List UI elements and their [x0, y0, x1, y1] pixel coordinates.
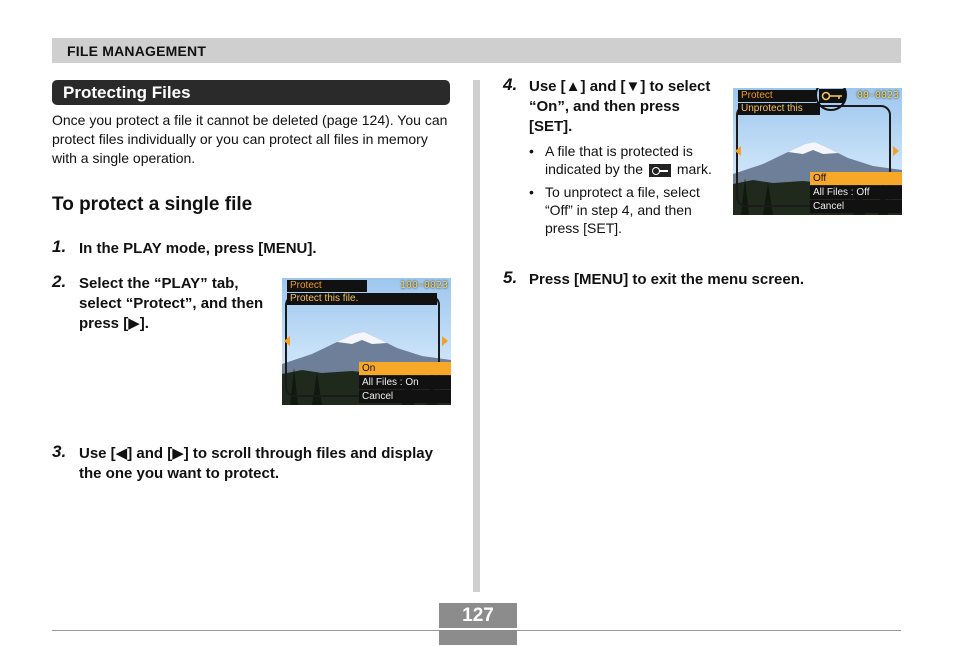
step-3-text: Use [◀] and [▶] to scroll through files and display the one you want to protect. [79, 445, 433, 482]
step-2-text: Select the “PLAY” tab, select “Protect”, and then press [▶]. [79, 275, 264, 332]
note-protected-mark [529, 142, 724, 178]
menu-option-cancel[interactable]: Cancel [810, 200, 902, 213]
menu-option-on[interactable]: On [359, 362, 451, 375]
step-2-number: 2. [52, 272, 67, 291]
step-5-text: Press [MENU] to exit the menu screen. [529, 271, 805, 288]
file-number: 00-0023 [856, 90, 899, 101]
subsection-title: To protect a single file [52, 194, 253, 215]
step-5-number: 5. [503, 268, 518, 287]
protect-label: Protect [287, 280, 367, 292]
step-4-number: 4. [503, 75, 518, 94]
camera-screen-protect-on [282, 278, 451, 405]
unprotect-sublabel: Unprotect this [738, 103, 820, 115]
menu-option-all-files-on[interactable]: All Files : On [359, 376, 451, 389]
header-bar [52, 38, 901, 63]
page-number: 127 [462, 605, 494, 626]
section-heading [52, 80, 450, 105]
note-1-text: A file that is protected is indicated by the [545, 143, 693, 177]
file-number: 100-0023 [399, 280, 448, 291]
camera-screen-protect-off [733, 88, 902, 215]
key-icon [649, 164, 671, 177]
header-title: FILE MANAGEMENT [67, 43, 207, 59]
protect-label: Protect [738, 90, 816, 102]
step-3-number: 3. [52, 442, 67, 461]
section-title: Protecting Files [63, 83, 191, 102]
intro-paragraph: Once you protect a file it cannot be deleted (page 124). You can protect files individually or you can protect all files in memory with a single operation. [52, 112, 448, 166]
menu-option-off[interactable]: Off [810, 172, 902, 185]
step-4-notes [529, 142, 724, 242]
page-number-box [439, 603, 517, 645]
step-1-number: 1. [52, 237, 67, 256]
note-unprotect: • To unprotect a file, select “Off” in step 4, and then press [SET]. [529, 183, 724, 237]
step-4-text: Use [▲] and [▼] to select “On”, and then press [SET]. [529, 78, 711, 135]
left-arrow-icon [284, 336, 290, 346]
right-arrow-icon [893, 146, 899, 156]
right-arrow-icon [442, 336, 448, 346]
note-1-text-end: mark. [676, 161, 712, 177]
step-1-text: In the PLAY mode, press [MENU]. [79, 240, 317, 257]
protect-sublabel: Protect this file. [287, 293, 437, 305]
menu-option-all-files-off[interactable]: All Files : Off [810, 186, 902, 199]
left-arrow-icon [735, 146, 741, 156]
column-divider [473, 80, 480, 592]
menu-option-cancel[interactable]: Cancel [359, 390, 451, 403]
